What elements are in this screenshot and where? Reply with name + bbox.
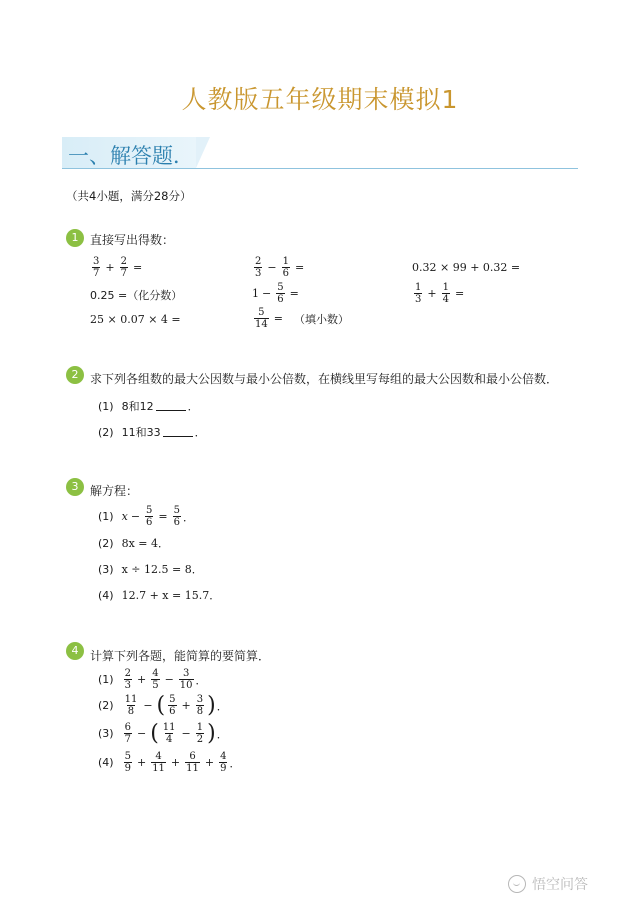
q3-item-3: (3) x ÷ 12.5 = 8．: [98, 562, 203, 576]
fraction: $\frac{5}{6}$: [173, 505, 180, 528]
fraction: 2 3: [124, 668, 131, 691]
q1-item-g: 25 × 0.07 × 4 =: [90, 313, 181, 326]
q1-item-c: 0.32 × 99 + 0.32 =: [412, 261, 521, 274]
fraction: 11 8: [124, 694, 138, 717]
fraction: 1 3: [415, 282, 422, 305]
answer-blank: [163, 427, 193, 437]
question-prompt: 解方程：: [90, 484, 139, 498]
fraction: $\frac{4}{5}$: [152, 668, 159, 691]
q1-item-h: $\frac{5}{14}$ = （填小数）: [255, 307, 349, 330]
fraction: 5 6: [169, 694, 176, 717]
section-divider: [62, 168, 578, 169]
q4-item-3: (3) 6 7 − ( 11 4 − $\frac{1}{2}$ ) ．: [98, 720, 228, 746]
fraction: $\frac{2}{7}$: [120, 256, 127, 279]
question-number-badge: 1: [66, 229, 84, 247]
fraction: $\frac{1}{6}$: [282, 256, 289, 279]
question-prompt: 直接写出得数：: [90, 233, 175, 247]
fraction: $\frac{3}{8}$: [196, 694, 204, 717]
section-heading: 一、解答题．: [68, 144, 194, 168]
q1-item-b: 2 3 − $\frac{1}{6}$ =: [255, 256, 305, 279]
question-number-badge: 4: [66, 642, 84, 660]
q1-item-f: 1 3 + $\frac{1}{4}$ =: [415, 282, 465, 305]
q4-item-2: (2) 11 8 − ( 5 6 + $\frac{3}{8}$ ) ．: [98, 692, 228, 718]
fraction: $\frac{1}{2}$: [196, 722, 204, 745]
question-number-badge: 2: [66, 366, 84, 384]
q2-item-2: (2) 11和33 ．: [98, 425, 206, 439]
q3-item-4: (4) 12.7 + x = 15.7．: [98, 588, 221, 602]
q3-item-1: (1) x − $\frac{5}{6}$ = $\frac{5}{6}$ ．: [98, 505, 194, 528]
q3-item-2: (2) 8x = 4．: [98, 536, 170, 550]
smile-logo-icon: [508, 875, 526, 893]
fraction: $\frac{3}{10}$: [179, 668, 193, 691]
question-prompt: 求下列各组数的最大公因数与最小公倍数，在横线里写每组的最大公因数和最小公倍数．: [90, 372, 559, 386]
fraction: 11 4: [162, 722, 176, 745]
q4-item-4: (4) 5 9 + $\frac{4}{11}$ + $\frac{6}{11}$ + $\frac{4}{9}$ ．: [98, 751, 241, 774]
question-number-badge: 3: [66, 478, 84, 496]
question-prompt: 计算下列各题，能简算的要简算．: [90, 649, 271, 663]
fraction: 3 7: [93, 256, 100, 279]
fraction: 2 3: [255, 256, 262, 279]
fraction: 5 9: [124, 751, 131, 774]
watermark: [508, 874, 588, 894]
fraction: $\frac{4}{9}$: [220, 751, 227, 774]
q4-item-1: (1) 2 3 + $\frac{4}{5}$ − $\frac{3}{10}$ ．: [98, 668, 207, 691]
q2-item-1: (1) 8和12 ．: [98, 399, 199, 413]
q1-item-a: 3 7 + $\frac{2}{7}$ =: [93, 256, 143, 279]
section-banner-tip: [196, 137, 210, 168]
fraction: $\frac{5}{14}$: [255, 307, 268, 330]
fraction: $\frac{6}{11}$: [186, 751, 199, 774]
page-title: 人教版五年级期末模拟1: [181, 85, 459, 114]
watermark-text: 悟空问答: [532, 877, 588, 893]
answer-blank: [156, 401, 186, 411]
fraction: 6 7: [124, 722, 131, 745]
fraction: $\frac{5}{6}$: [277, 282, 284, 305]
fraction: $\frac{4}{11}$: [152, 751, 165, 774]
section-note: （共4小题，满分28分）: [66, 189, 192, 203]
fraction: $\frac{1}{4}$: [442, 282, 449, 305]
q1-item-e: 1 − $\frac{5}{6}$ =: [252, 282, 299, 305]
fraction: $\frac{5}{6}$: [146, 505, 153, 528]
q1-item-d: 0.25 =（化分数）: [90, 289, 183, 302]
